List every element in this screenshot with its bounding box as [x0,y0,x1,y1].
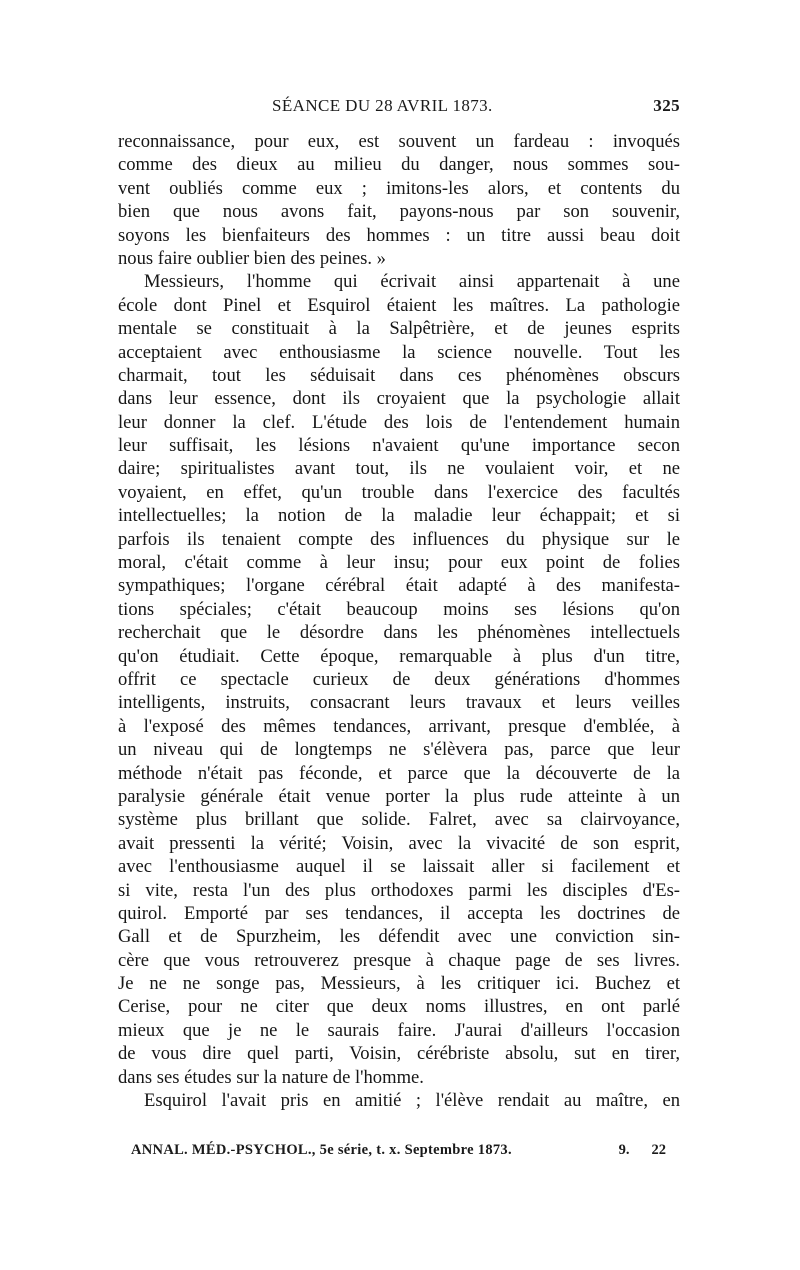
volume-number: 9. [618,1142,630,1158]
page-number: 325 [653,96,680,115]
text-line: comme des dieux au milieu du danger, nous sommes sou- [118,154,680,176]
text-line: méthode n'était pas féconde, et parce que la découverte de la [118,762,680,784]
text-line: école dont Pinel et Esquirol étaient les maîtres. La pathologie [118,294,680,316]
text-line: bien que nous avons fait, payons-nous par son souvenir, [118,201,680,223]
text-line: acceptaient avec enthousiasme la science nouvelle. Tout les [118,341,680,363]
text-line: leur donner la clef. L'étude des lois de l'entendement humain [118,411,680,433]
page-footer [131,1142,666,1159]
text-line: avec l'enthousiasme auquel il se laissait aller si facilement et [118,856,680,878]
text-line: mieux que je ne le saurais faire. J'aurai d'ailleurs l'occasion [118,1019,680,1041]
signature-number: 22 [651,1142,666,1158]
text-line: reconnaissance, pour eux, est souvent un fardeau : invoqués [118,131,680,152]
text-line: dans ses études sur la nature de l'homme. [118,1066,424,1088]
paragraph-start-line: Esquirol l'avait pris en amitié ; l'élève rendait au maître, en [144,1090,680,1112]
text-line: nous faire oublier bien des peines. » [118,247,386,269]
text-line: daire; spiritualistes avant tout, ils ne voulaient voir, et ne [118,458,680,480]
text-line: Gall et de Spurzheim, les défendit avec une conviction sin- [118,926,680,948]
text-line: leur suffisait, les lésions n'avaient qu'une importance secon [118,435,680,457]
text-line: un niveau qui de longtemps ne s'élèvera pas, parce que leur [118,739,680,761]
body-text [118,130,680,1112]
text-line: soyons les bienfaiteurs des hommes : un titre aussi beau doit [118,224,680,246]
text-line: de vous dire quel parti, Voisin, cérébriste absolu, sut en tirer, [118,1043,680,1065]
text-line: tions spéciales; c'était beaucoup moins ses lésions qu'on [118,598,680,620]
text-line: intelligents, instruits, consacrant leurs travaux et leurs veilles [118,692,680,714]
text-line: recherchait que le désordre dans les phénomènes intellectuels [118,622,680,644]
text-line: paralysie générale était venue porter la plus rude atteinte à un [118,785,680,807]
text-line: quirol. Emporté par ses tendances, il accepta les doctrines de [118,902,680,924]
text-line: si vite, resta l'un des plus orthodoxes parmi les disciples d'Es- [118,879,680,901]
text-line: charmait, tout les séduisait dans ces phénomènes obscurs [118,364,680,386]
text-line: dans leur essence, dont ils croyaient que la psychologie allait [118,388,680,410]
text-line: qu'on étudiait. Cette époque, remarquable à plus d'un titre, [118,645,680,667]
text-line: sympathiques; l'organe cérébral était adapté à des manifesta- [118,575,680,597]
text-line: à l'exposé des mêmes tendances, arrivant, presque d'emblée, à [118,715,680,737]
text-line: parfois ils tenaient compte des influences du physique sur le [118,528,680,550]
text-line: intellectuelles; la notion de la maladie leur échappait; et si [118,505,680,527]
text-line: Je ne ne songe pas, Messieurs, à les critiquer ici. Buchez et [118,973,680,995]
text-line: voyaient, en effet, qu'un trouble dans l'exercice des facultés [118,481,680,503]
text-line: cère que vous retrouverez presque à chaque page de ses livres. [118,949,680,971]
text-line: offrit ce spectacle curieux de deux générations d'hommes [118,668,680,690]
journal-citation: ANNAL. MÉD.-PSYCHOL., 5e série, t. x. Septembre 1873. [131,1142,512,1158]
text-line: Cerise, pour ne citer que deux noms illustres, en ont parlé [118,996,680,1018]
text-line: avait pressenti la vérité; Voisin, avec la vivacité de son esprit, [118,832,680,854]
running-head [118,96,680,120]
signature-marks [619,1142,666,1159]
text-line: système plus brillant que solide. Falret, avec sa clairvoyance, [118,809,680,831]
paragraph-start-line: Messieurs, l'homme qui écrivait ainsi appartenait à une [144,271,680,293]
text-line: mentale se constituait à la Salpêtrière, et de jeunes esprits [118,318,680,340]
text-line: vent oubliés comme eux ; imitons-les alors, et contents du [118,177,680,199]
running-head-title: SÉANCE DU 28 AVRIL 1873. [272,96,493,115]
text-line: moral, c'était comme à leur insu; pour eux point de folies [118,552,680,574]
